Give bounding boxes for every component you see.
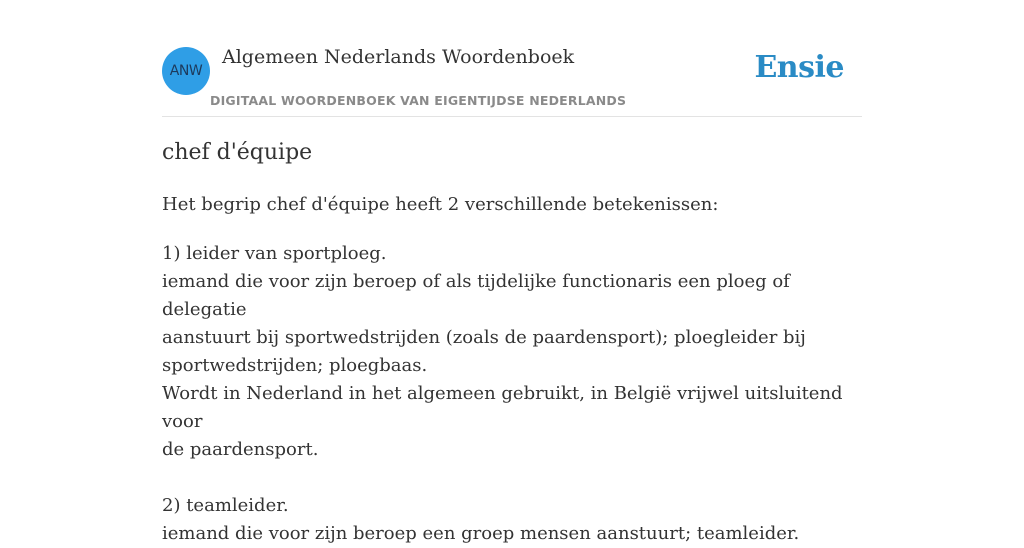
page-container: [162, 0, 862, 544]
meaning-line: aanstuurt bij sportwedstrijden (zoals de paardensport); ploegleider bij: [162, 327, 806, 348]
entry-intro: Het begrip chef d'équipe heeft 2 verschillende betekenissen:: [162, 194, 719, 215]
site-header: [162, 0, 862, 117]
meanings-list: [162, 240, 862, 548]
meaning-item: [162, 492, 862, 548]
meaning-line: iemand die voor zijn beroep of als tijdelijke functionaris een ploeg of delegatie: [162, 271, 790, 320]
meaning-separator: [162, 464, 862, 492]
meaning-item: [162, 240, 862, 464]
entry-term: chef d'équipe: [162, 140, 313, 165]
meaning-line: iemand die voor zijn beroep een groep mensen aanstuurt; teamleider.: [162, 523, 800, 544]
site-subtitle: DIGITAAL WOORDENBOEK VAN EIGENTIJDSE NEDERLANDS: [210, 93, 627, 108]
meaning-heading: 1) leider van sportploeg.: [162, 243, 387, 264]
meaning-line: de paardensport.: [162, 439, 319, 460]
logo-text: ANW: [169, 63, 203, 79]
meaning-heading: 2) teamleider.: [162, 495, 289, 516]
anw-logo[interactable]: [162, 47, 210, 95]
meaning-line: sportwedstrijden; ploegbaas.: [162, 355, 428, 376]
ensie-brand-link[interactable]: Ensie: [754, 50, 844, 85]
meaning-line: Wordt in Nederland in het algemeen gebruikt, in België vrijwel uitsluitend voor: [162, 383, 843, 432]
site-title[interactable]: Algemeen Nederlands Woordenboek: [222, 46, 575, 68]
